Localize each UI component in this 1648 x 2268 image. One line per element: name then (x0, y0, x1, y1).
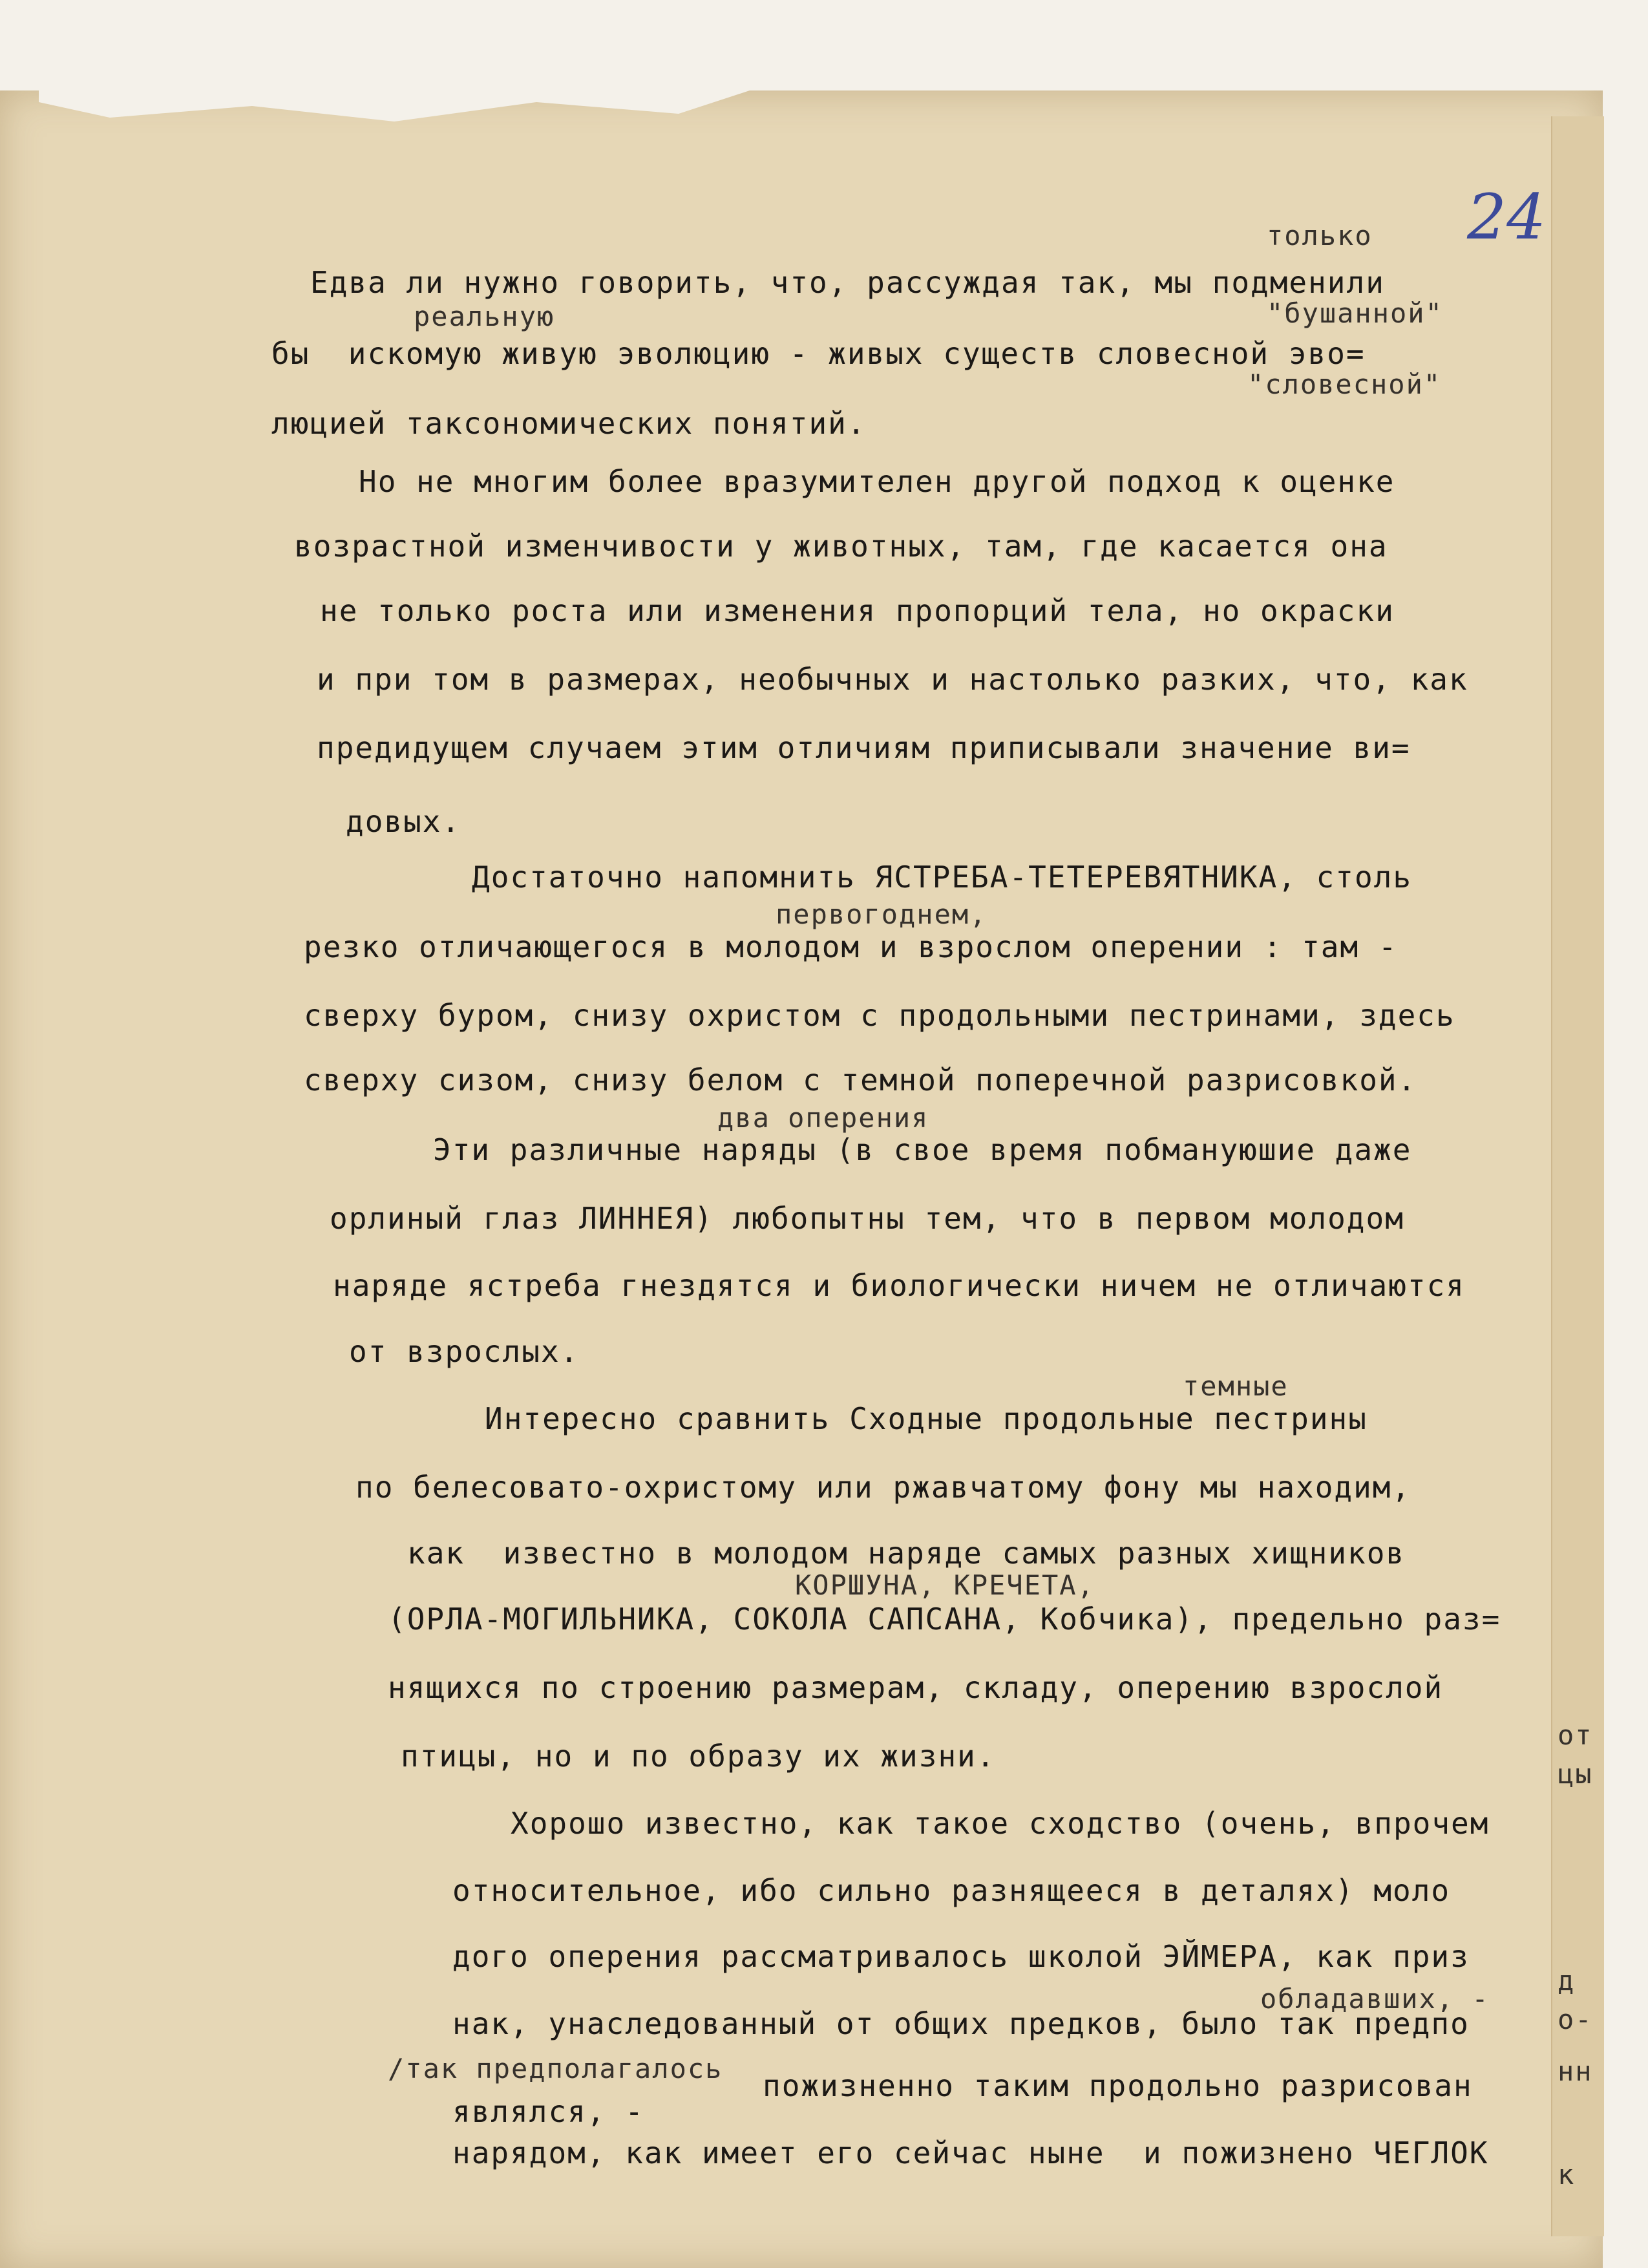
text-line: предидущем случаем этим отличиям приписывали значение ви= (317, 730, 1411, 765)
margin-fragment: о- (1558, 2004, 1593, 2035)
margin-fragment: от (1558, 1719, 1593, 1751)
insertion-above: КОРШУНА, КРЕЧЕТА, (795, 1569, 1095, 1601)
text-line: нарядом, как имеет его сейчас ныне и пожизнено ЧЕГЛОК (452, 2136, 1489, 2170)
text-line: и при том в размерах, необычных и настолько разких, что, как (317, 662, 1468, 697)
text-line: Достаточно напомнить ЯСТРЕБА-ТЕТЕРЕВЯТНИКА, столь (472, 860, 1413, 895)
insertion-above: два оперения (717, 1102, 929, 1134)
text-line: люцией таксономических понятий. (271, 406, 867, 441)
text-line: относительное, ибо сильно разнящееся в деталях) моло (452, 1873, 1451, 1908)
text-line: сверху буром, снизу охристом с продольными пестринами, здесь (304, 998, 1455, 1033)
insertion-above: "бушанной" (1267, 297, 1443, 329)
text-line: дого оперения рассматривалось школой ЭЙМЕРА, как приз (452, 1939, 1470, 1974)
insertion-above: темные (1183, 1370, 1289, 1402)
margin-fragment: д (1558, 1965, 1576, 1997)
text-line: Едва ли нужно говорить, что, рассуждая так, мы подменили (310, 265, 1385, 300)
text-line: как известно в молодом наряде самых разных хищников (407, 1536, 1406, 1571)
text-line: Но не многим более вразумителен другой подход к оценке (359, 464, 1395, 499)
insertion-above: первогоднем, (776, 898, 988, 930)
text-line: птицы, но и по образу их жизни. (401, 1739, 996, 1774)
text-line: довых. (346, 804, 461, 839)
insertion-above: только (1267, 220, 1373, 251)
paper-edge (1551, 116, 1604, 2236)
margin-fragment: нн (1558, 2055, 1593, 2087)
text-line: нящихся по строению размерам, складу, оперению взрослой (388, 1670, 1444, 1705)
text-line: по белесовато-охристому или ржавчатому фону мы находим, (355, 1470, 1411, 1505)
text-line: наряде ястреба гнездятся и биологически ничем не отличаются (333, 1268, 1465, 1303)
text-line: являлся, - (452, 2094, 644, 2129)
text-line: Эти различные наряды (в свое время побмануюшие даже (433, 1132, 1412, 1167)
margin-fragment: к (1558, 2159, 1576, 2190)
insertion-above: реальную (414, 301, 555, 332)
text-line: сверху сизом, снизу белом с темной поперечной разрисовкой. (304, 1063, 1417, 1097)
text-line: нак, унаследованный от общих предков, было так предпо (452, 2006, 1470, 2041)
text-line: не только роста или изменения пропорций тела, но окраски (320, 593, 1395, 628)
text-line: Интересно сравнить Сходные продольные пестрины (485, 1401, 1368, 1436)
insertion-above: "словесной" (1247, 368, 1442, 400)
text-line: возрастной изменчивости у животных, там, где касается она (294, 529, 1388, 564)
insertion-above: обладавших, - (1260, 1983, 1490, 2015)
margin-fragment: цы (1558, 1758, 1593, 1790)
text-line: бы искомую живую эволюцию - живых существ словесной эво= (271, 336, 1366, 371)
text-line: Хорошо известно, как такое сходство (очень, впрочем (511, 1806, 1490, 1841)
page-number: 24 (1467, 181, 1547, 253)
insertion-above: /так предполагалось (388, 2053, 723, 2084)
text-line: резко отличающегося в молодом и взрослом оперении : там - (304, 929, 1398, 964)
text-line: пожизненно таким продольно разрисован (763, 2068, 1473, 2103)
text-line: орлиный глаз ЛИННЕЯ) любопытны тем, что в первом молодом (330, 1201, 1404, 1236)
text-line: от взрослых. (349, 1334, 580, 1369)
text-line: (ОРЛА-МОГИЛЬНИКА, СОКОЛА САПСАНА, Кобчика), предельно раз= (388, 1602, 1501, 1637)
